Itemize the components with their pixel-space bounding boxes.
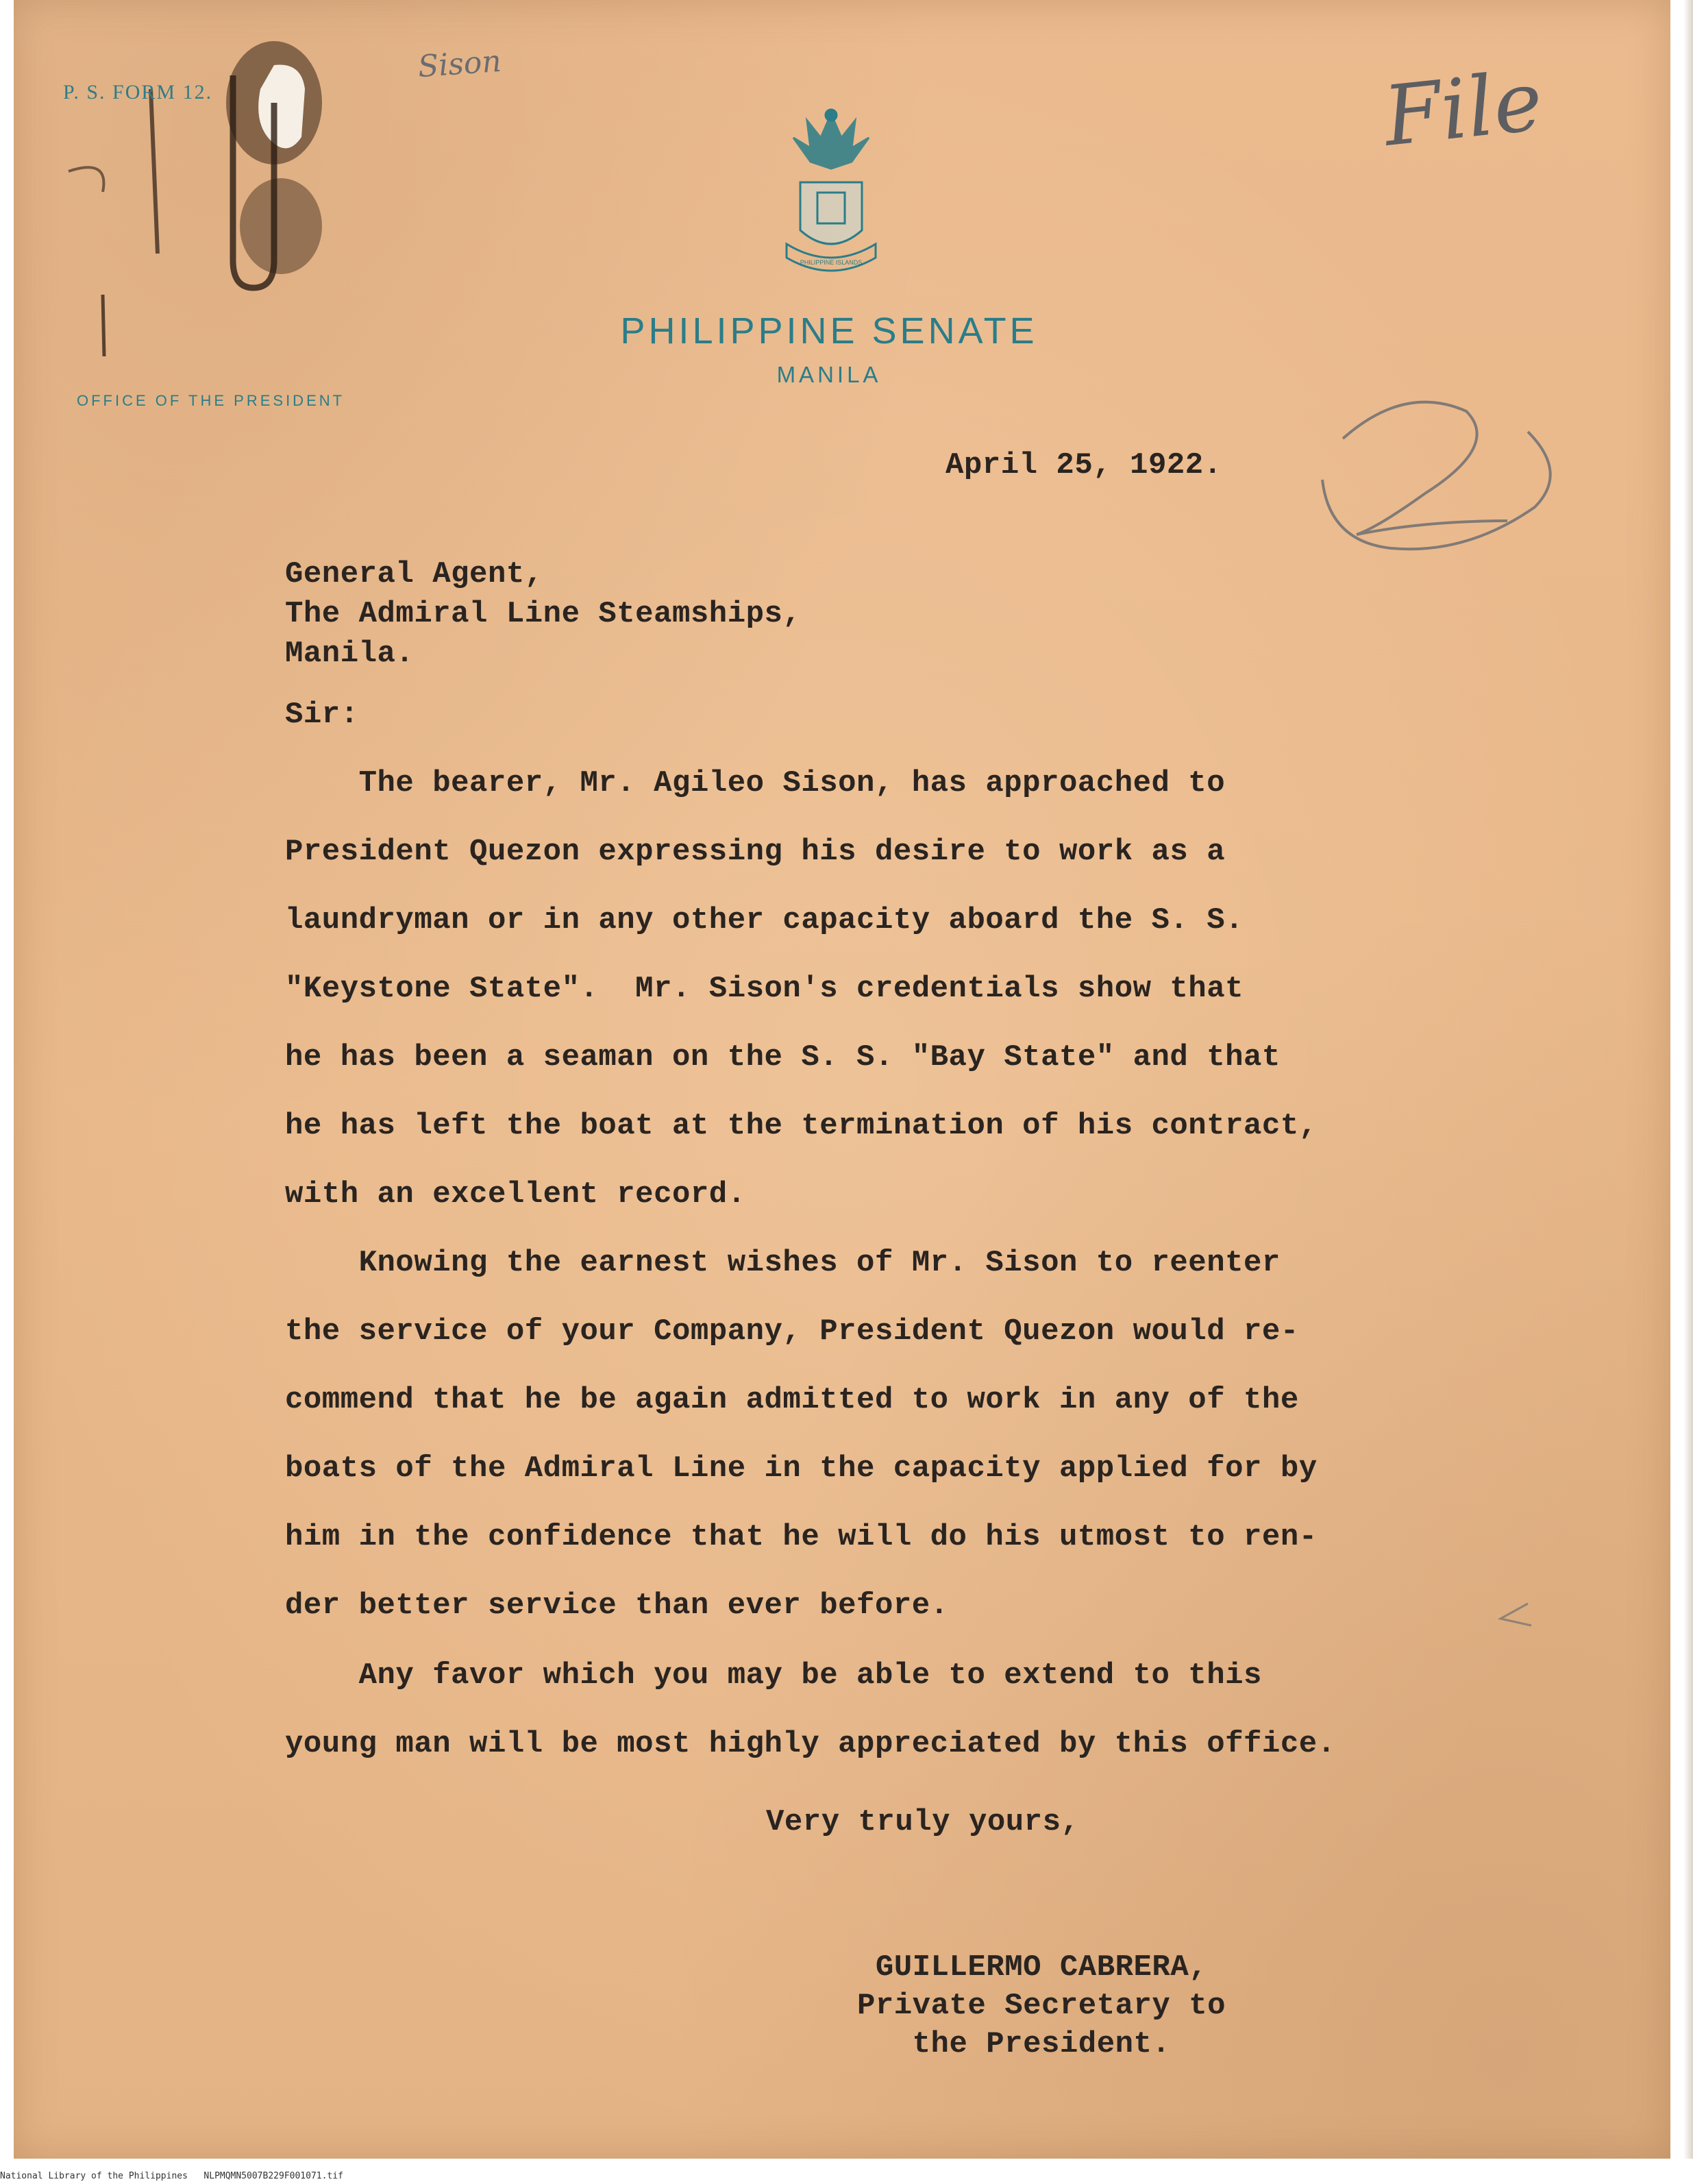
body-line: he has left the boat at the termination of his contract, <box>285 1109 1318 1143</box>
complimentary-close: Very truly yours, <box>766 1805 1080 1839</box>
pencil-tick <box>1500 1604 1531 1625</box>
handwritten-name-note: Sison <box>417 43 503 85</box>
body-line: der better service than ever before. <box>285 1588 949 1623</box>
salutation: Sir: <box>285 698 359 732</box>
body-line: young man will be most highly appreciated by this office. <box>285 1727 1336 1761</box>
body-line: Any favor which you may be able to extend to this <box>285 1658 1262 1693</box>
address-line-1: General Agent, <box>285 557 543 591</box>
body-line: with an excellent record. <box>285 1177 746 1212</box>
clip-scratch-curve <box>69 167 103 192</box>
rust-stain-lower <box>240 178 322 274</box>
body-line: Knowing the earnest wishes of Mr. Sison to reenter <box>285 1246 1281 1280</box>
letter-date: April 25, 1922. <box>946 448 1222 482</box>
body-line: "Keystone State". Mr. Sison's credentials show that <box>285 972 1244 1006</box>
pencil-numeral-2 <box>1322 402 1550 550</box>
body-line: he has been a seaman on the S. S. "Bay State" and that <box>285 1040 1281 1075</box>
senate-seal-icon <box>773 100 889 285</box>
body-line: President Quezon expressing his desire to work as a <box>285 835 1226 869</box>
signature-name: GUILLERMO CABRERA, <box>875 1950 1208 1985</box>
clip-scratch-small <box>103 295 104 356</box>
signature-title-1: Private Secretary to <box>856 1989 1226 2023</box>
seal-banner-text: PHILIPPINE ISLANDS <box>800 259 863 266</box>
body-line: him in the confidence that he will do his utmost to ren- <box>285 1520 1318 1554</box>
form-number: P. S. FORM 12. <box>63 81 213 103</box>
letterhead-title: PHILIPPINE SENATE <box>620 310 1038 352</box>
clip-scratch-left <box>151 89 158 254</box>
body-line: The bearer, Mr. Agileo Sison, has approached to <box>285 766 1226 800</box>
letterhead-city: MANILA <box>776 362 882 387</box>
address-line-2: The Admiral Line Steamships, <box>285 597 802 631</box>
archive-footer: National Library of the Philippines NLPMQMN5007B229F001071.tif <box>0 2171 343 2181</box>
handwritten-file-note: File <box>1379 53 1547 165</box>
address-line-3: Manila. <box>285 637 415 671</box>
signature-title-2: the President. <box>912 2027 1171 2061</box>
body-line: boats of the Admiral Line in the capacity applied for by <box>285 1451 1318 1486</box>
body-line: laundryman or in any other capacity aboard the S. S. <box>285 903 1244 937</box>
body-line: the service of your Company, President Quezon would re- <box>285 1314 1299 1349</box>
letterhead-office: OFFICE OF THE PRESIDENT <box>77 392 345 409</box>
body-line: commend that he be again admitted to work in any of the <box>285 1383 1299 1417</box>
